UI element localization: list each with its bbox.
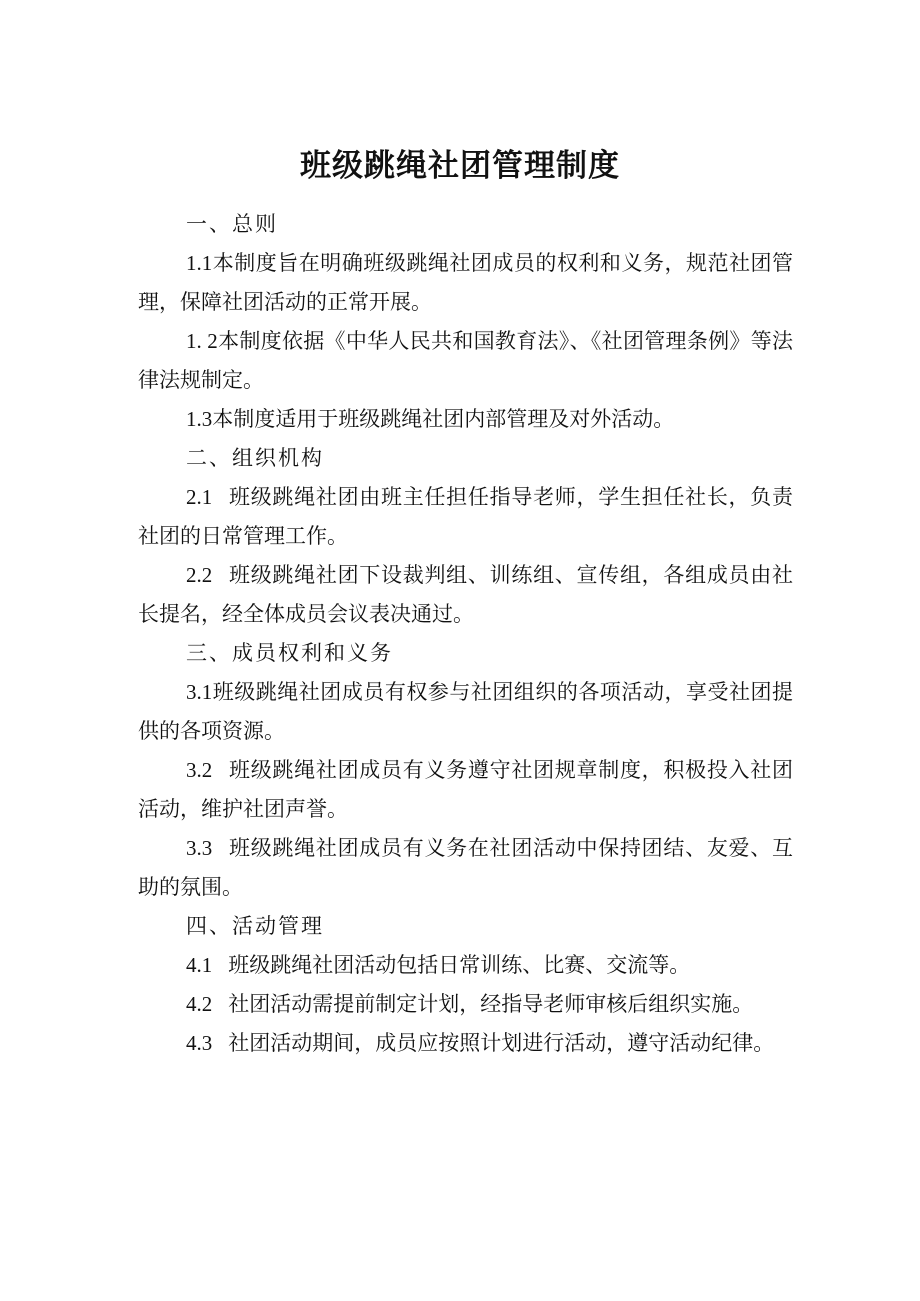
- clause-text: 班级跳绳社团由班主任担任指导老师，学生担任社长，负责社团的日常管理工作。: [138, 485, 793, 548]
- page-title: 班级跳绳社团管理制度: [300, 148, 620, 184]
- clause-3-1: [138, 673, 793, 751]
- clause-1-3: [138, 400, 793, 439]
- clause-text: 班级跳绳社团成员有义务在社团活动中保持团结、友爱、互助的氛围。: [138, 836, 793, 899]
- clause-2-1: [138, 478, 793, 556]
- clause-number: 3.1: [186, 680, 213, 704]
- section-heading: 四、活动管理: [186, 914, 324, 938]
- clause-number: 4.3: [186, 1031, 213, 1055]
- section-heading: 二、组织机构: [186, 446, 324, 470]
- clause-text: 班级跳绳社团活动包括日常训练、比赛、交流等。: [228, 953, 691, 977]
- clause-number: 3.2: [186, 758, 213, 782]
- section-heading: 一、总则: [186, 212, 278, 236]
- clause-text: 本制度适用于班级跳绳社团内部管理及对外活动。: [212, 407, 675, 431]
- clause-text: 社团活动期间，成员应按照计划进行活动，遵守活动纪律。: [228, 1031, 775, 1055]
- clause-text: 班级跳绳社团下设裁判组、训练组、宣传组，各组成员由社长提名，经全体成员会议表决通过。: [138, 563, 793, 626]
- clause-number: 4.2: [186, 992, 213, 1016]
- clause-1-2: [138, 322, 793, 400]
- clause-1-1: [138, 244, 793, 322]
- clause-text: 本制度依据《中华人民共和国教育法》、《社团管理条例》等法律法规制定。: [138, 329, 794, 392]
- clause-text: 社团活动需提前制定计划，经指导老师审核后组织实施。: [228, 992, 754, 1016]
- clause-4-3: [138, 1024, 793, 1063]
- clause-3-2: [138, 751, 793, 829]
- clause-number: 1.3: [186, 407, 213, 431]
- clause-3-3: [138, 829, 793, 907]
- clause-4-2: [138, 985, 793, 1024]
- clause-number: 4.1: [186, 953, 213, 977]
- clause-number: 2.1: [186, 485, 213, 509]
- section-heading: 三、成员权利和义务: [186, 641, 393, 665]
- clause-text: 班级跳绳社团成员有义务遵守社团规章制度，积极投入社团活动，维护社团声誉。: [138, 758, 793, 821]
- clause-text: 本制度旨在明确班级跳绳社团成员的权利和义务，规范社团管理，保障社团活动的正常开展。: [138, 251, 793, 314]
- clause-4-1: [138, 946, 793, 985]
- clause-number: 3.3: [186, 836, 213, 860]
- clause-number: 1.1: [186, 251, 213, 275]
- clause-text: 班级跳绳社团成员有权参与社团组织的各项活动，享受社团提供的各项资源。: [138, 680, 793, 743]
- document-body: [138, 205, 793, 1063]
- clause-number: 1. 2: [186, 329, 218, 353]
- clause-number: 2.2: [186, 563, 213, 587]
- clause-2-2: [138, 556, 793, 634]
